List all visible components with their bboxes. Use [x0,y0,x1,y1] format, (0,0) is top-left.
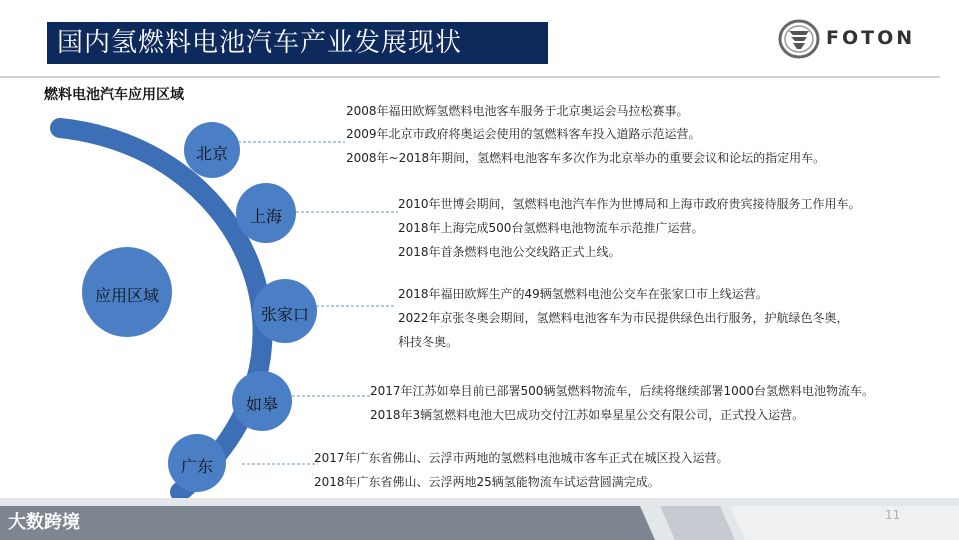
shanghai-line-1: 2010年世博会期间，氢燃料电池汽车作为世博局和上海市政府贵宾接待服务工作用车。 [398,197,861,211]
guangdong-line-2: 2018年广东省佛山、云浮两地25辆氢能物流车试运营圆满完成。 [314,475,660,489]
beijing-line-1: 2008年福田欧辉氢燃料电池客车服务于北京奥运会马拉松赛事。 [346,104,689,118]
section-heading: 燃料电池汽车应用区域 [44,87,184,103]
logo-wordmark: FOTON [826,27,916,49]
page-number: 11 [885,508,901,522]
region-label-zhangjiakou: 张家口 [260,305,309,324]
region-label-guangdong: 广东 [180,457,213,476]
beijing-line-2: 2009年北京市政府将奥运会使用的氢燃料客车投入道路示范运营。 [346,127,701,141]
region-label-rugao: 如皋 [245,395,278,414]
page-title: 国内氢燃料电池汽车产业发展现状 [57,28,463,58]
footer-band [0,498,959,540]
region-label-shanghai: 上海 [249,207,282,226]
region-label-beijing: 北京 [195,144,228,163]
beijing-line-3: 2008年~2018年期间，氢燃料电池客车多次作为北京举办的重要会议和论坛的指定用车。 [346,151,826,165]
shanghai-line-3: 2018年首条燃料电池公交线路正式上线。 [398,245,621,259]
footer-brand: 大数跨境 [8,512,80,533]
zhangjiakou-line-1: 2018年福田欧辉生产的49辆氢燃料电池公交车在张家口市上线运营。 [398,287,768,301]
zhangjiakou-line-2: 2022年京张冬奥会期间，氢燃料电池客车为市民提供绿色出行服务，护航绿色冬奥， [398,311,849,325]
shanghai-line-2: 2018年上海完成500台氢燃料电池物流车示范推广运营。 [398,221,704,235]
center-label: 应用区域 [94,286,159,305]
rugao-line-2: 2018年3辆氢燃料电池大巴成功交付江苏如皋星星公交有限公司，正式投入运营。 [370,408,805,422]
guangdong-line-1: 2017年广东省佛山、云浮市两地的氢燃料电池城市客车正式在城区投入运营。 [314,451,729,465]
rugao-line-1: 2017年江苏如皋目前已部署500辆氢燃料物流车，后续将继续部署1000台氢燃料电池物流车。 [370,384,874,398]
zhangjiakou-line-3: 科技冬奥。 [398,335,459,349]
